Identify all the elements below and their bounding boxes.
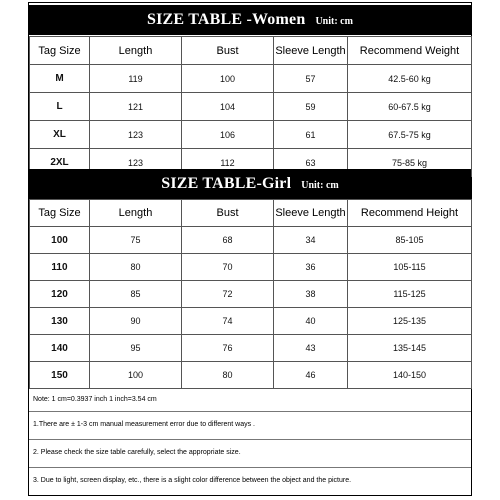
header-tag-size: Tag Size — [30, 37, 90, 65]
bust-cell: 68 — [182, 227, 274, 254]
header-recommend-weight: Recommend Weight — [348, 37, 472, 65]
recommend-weight-cell: 60-67.5 kg — [348, 93, 472, 121]
note-color-difference: 3. Due to light, screen display, etc., there is a slight color difference between the object and the picture. — [33, 477, 352, 484]
length-cell: 119 — [90, 65, 182, 93]
tag-size-cell: XL — [30, 121, 90, 149]
tag-size-cell: 120 — [30, 281, 90, 308]
table-row — [30, 227, 472, 254]
bust-cell: 76 — [182, 335, 274, 362]
girl-table-banner — [29, 169, 471, 199]
recommend-height-cell: 105-115 — [348, 254, 472, 281]
header-recommend-height: Recommend Height — [348, 200, 472, 227]
bust-cell: 112 — [182, 149, 274, 177]
length-cell: 80 — [90, 254, 182, 281]
length-cell: 123 — [90, 149, 182, 177]
recommend-weight-cell: 67.5-75 kg — [348, 121, 472, 149]
table-row — [30, 335, 472, 362]
recommend-weight-cell: 42.5-60 kg — [348, 65, 472, 93]
tag-size-cell: 110 — [30, 254, 90, 281]
tag-size-cell: 150 — [30, 362, 90, 389]
bust-cell: 104 — [182, 93, 274, 121]
recommend-height-cell: 125-135 — [348, 308, 472, 335]
unit-conversion-note: Note: 1 cm=0.3937 inch 1 inch=3.54 cm — [33, 396, 157, 403]
tag-size-cell: 140 — [30, 335, 90, 362]
size-chart-sheet — [28, 2, 472, 496]
notes-divider — [29, 467, 471, 468]
header-length: Length — [90, 200, 182, 227]
header-bust: Bust — [182, 200, 274, 227]
tag-size-cell: L — [30, 93, 90, 121]
girl-table-unit: Unit: cm — [301, 179, 339, 191]
notes-divider — [29, 439, 471, 440]
length-cell: 95 — [90, 335, 182, 362]
table-row — [30, 93, 472, 121]
women-table-title: SIZE TABLE -Women — [147, 11, 306, 28]
sleeve-length-cell: 61 — [274, 121, 348, 149]
bust-cell: 106 — [182, 121, 274, 149]
tag-size-cell: M — [30, 65, 90, 93]
recommend-weight-cell: 75-85 kg — [348, 149, 472, 177]
girl-header-row — [30, 200, 472, 227]
women-size-table — [29, 36, 472, 177]
notes-divider — [29, 411, 471, 412]
header-sleeve-length: Sleeve Length — [274, 200, 348, 227]
table-row — [30, 254, 472, 281]
table-row — [30, 281, 472, 308]
table-row — [30, 362, 472, 389]
sleeve-length-cell: 63 — [274, 149, 348, 177]
length-cell: 75 — [90, 227, 182, 254]
recommend-height-cell: 140-150 — [348, 362, 472, 389]
note-measurement-error: 1.There are ± 1-3 cm manual measurement error due to different ways . — [33, 421, 255, 428]
table-row — [30, 308, 472, 335]
length-cell: 121 — [90, 93, 182, 121]
recommend-height-cell: 115-125 — [348, 281, 472, 308]
notes-section — [29, 389, 471, 495]
header-sleeve-length: Sleeve Length — [274, 37, 348, 65]
women-header-row — [30, 37, 472, 65]
women-table-banner — [29, 5, 471, 35]
length-cell: 100 — [90, 362, 182, 389]
sleeve-length-cell: 34 — [274, 227, 348, 254]
table-row — [30, 121, 472, 149]
recommend-height-cell: 85-105 — [348, 227, 472, 254]
sleeve-length-cell: 38 — [274, 281, 348, 308]
header-bust: Bust — [182, 37, 274, 65]
recommend-height-cell: 135-145 — [348, 335, 472, 362]
note-check-size: 2. Please check the size table carefully, select the appropriate size. — [33, 449, 241, 456]
bust-cell: 72 — [182, 281, 274, 308]
girl-table-title: SIZE TABLE-Girl — [161, 175, 292, 192]
length-cell: 123 — [90, 121, 182, 149]
header-length: Length — [90, 37, 182, 65]
header-tag-size: Tag Size — [30, 200, 90, 227]
sleeve-length-cell: 46 — [274, 362, 348, 389]
bust-cell: 70 — [182, 254, 274, 281]
length-cell: 85 — [90, 281, 182, 308]
sleeve-length-cell: 57 — [274, 65, 348, 93]
sleeve-length-cell: 40 — [274, 308, 348, 335]
sleeve-length-cell: 59 — [274, 93, 348, 121]
tag-size-cell: 130 — [30, 308, 90, 335]
women-table-unit: Unit: cm — [315, 15, 353, 27]
sleeve-length-cell: 43 — [274, 335, 348, 362]
tag-size-cell: 100 — [30, 227, 90, 254]
bust-cell: 80 — [182, 362, 274, 389]
table-row — [30, 65, 472, 93]
bust-cell: 74 — [182, 308, 274, 335]
length-cell: 90 — [90, 308, 182, 335]
girl-size-table — [29, 199, 472, 389]
sleeve-length-cell: 36 — [274, 254, 348, 281]
bust-cell: 100 — [182, 65, 274, 93]
tag-size-cell: 2XL — [30, 149, 90, 177]
